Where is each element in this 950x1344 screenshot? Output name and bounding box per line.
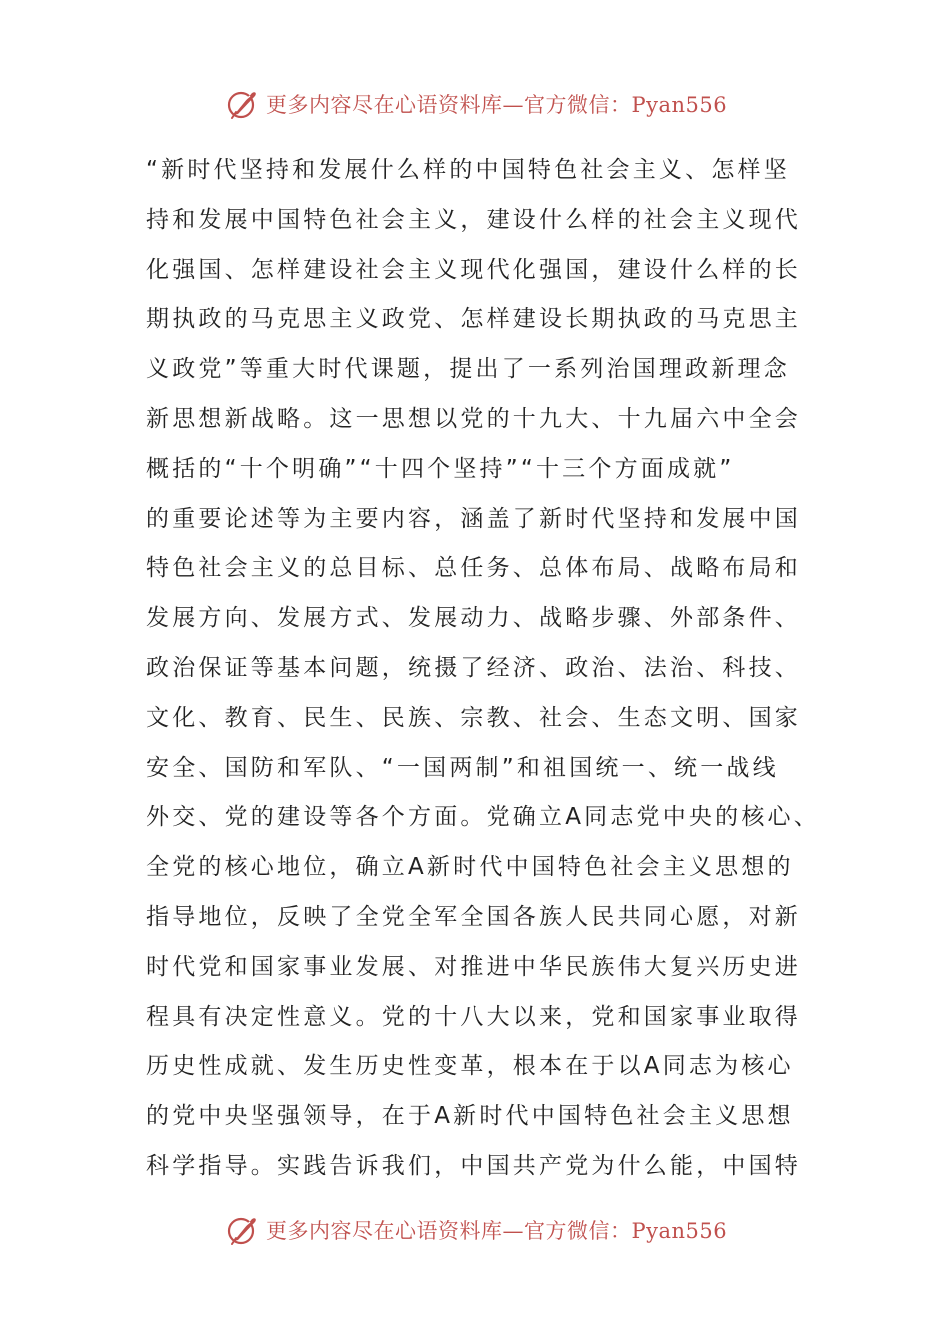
header-watermark bbox=[226, 84, 746, 124]
text-line: 期执政的马克思主义政党、怎样建设长期执政的马克思主 bbox=[146, 306, 801, 333]
text-line: 全党的核心地位，确立A新时代中国特色社会主义思想的 bbox=[146, 854, 794, 881]
text-line: 的党中央坚强领导，在于A新时代中国特色社会主义思想 bbox=[146, 1103, 794, 1130]
body-paragraph bbox=[146, 146, 820, 1192]
text-line: 发展方向、发展方式、发展动力、战略步骤、外部条件、 bbox=[146, 605, 801, 632]
text-line: 历史性成就、发生历史性变革，根本在于以A同志为核心 bbox=[146, 1053, 794, 1080]
quill-pen-logo-icon bbox=[226, 1213, 260, 1247]
text-line: 政治保证等基本问题，统摄了经济、政治、法治、科技、 bbox=[146, 654, 801, 681]
footer-watermark bbox=[226, 1210, 746, 1250]
text-line: 持和发展中国特色社会主义，建设什么样的社会主义现代 bbox=[146, 206, 801, 233]
quill-pen-logo-icon bbox=[226, 87, 260, 121]
text-line: “新时代坚持和发展什么样的中国特色社会主义、怎样坚 bbox=[146, 157, 790, 183]
text-line: 化强国、怎样建设社会主义现代化强国，建设什么样的长 bbox=[146, 256, 801, 283]
text-line: 科学指导。实践告诉我们，中国共产党为什么能，中国特 bbox=[146, 1152, 801, 1179]
watermark-text: 更多内容尽在心语资料库—官方微信：Pyan556 bbox=[266, 1219, 728, 1243]
text-line: 指导地位，反映了全党全军全国各族人民共同心愿，对新 bbox=[146, 903, 801, 930]
text-line: 程具有决定性意义。党的十八大以来，党和国家事业取得 bbox=[146, 1003, 801, 1030]
text-line: 外交、党的建设等各个方面。党确立A同志党中央的核心、 bbox=[146, 804, 820, 831]
text-line: 义政党”等重大时代课题，提出了一系列治国理政新理念 bbox=[146, 356, 790, 383]
text-line: 的重要论述等为主要内容，涵盖了新时代坚持和发展中国 bbox=[146, 505, 801, 532]
text-line: 文化、教育、民生、民族、宗教、社会、生态文明、国家 bbox=[146, 704, 801, 731]
text-line: 特色社会主义的总目标、总任务、总体布局、战略布局和 bbox=[146, 555, 801, 582]
text-line: 安全、国防和军队、“一国两制”和祖国统一、统一战线 bbox=[146, 754, 779, 781]
text-line: 新思想新战略。这一思想以党的十九大、十九届六中全会 bbox=[146, 405, 801, 432]
watermark-text: 更多内容尽在心语资料库—官方微信：Pyan556 bbox=[266, 93, 728, 117]
text-line: 时代党和国家事业发展、对推进中华民族伟大复兴历史进 bbox=[146, 953, 801, 980]
text-line: 概括的“十个明确”“十四个坚持”“十三个方面成就” bbox=[146, 455, 735, 482]
